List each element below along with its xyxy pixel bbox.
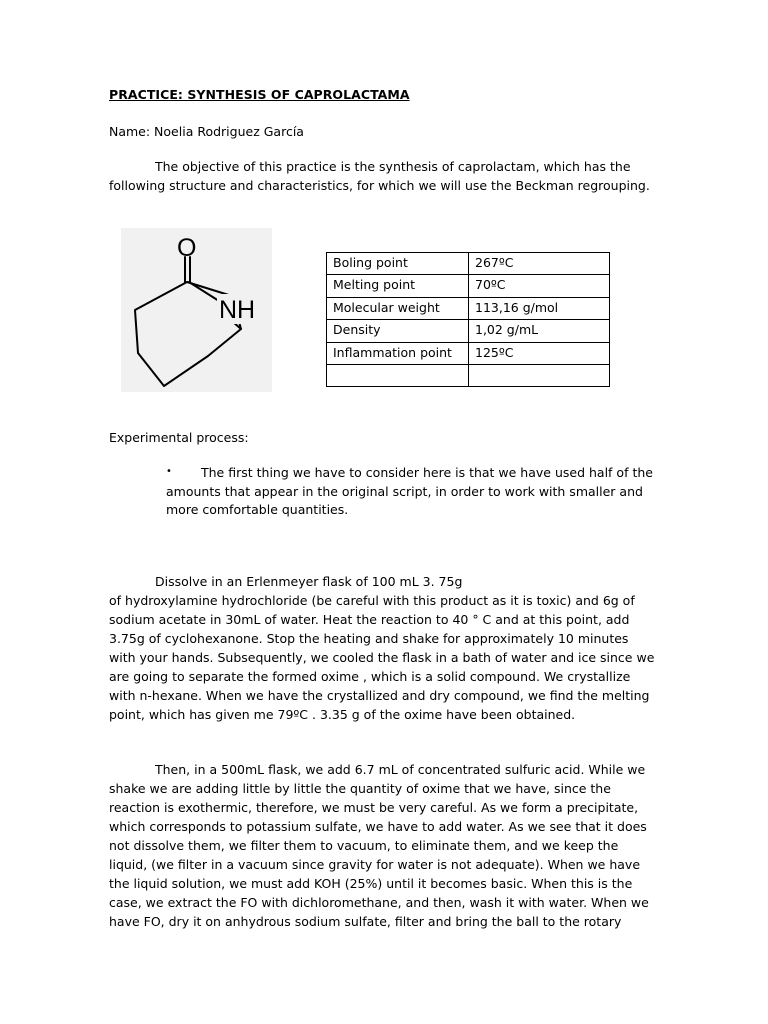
document-title: PRACTICE: SYNTHESIS OF CAPROLACTAMA: [109, 87, 410, 102]
table-row: [327, 320, 610, 342]
table-row: [327, 364, 610, 386]
property-label: Inflammation point: [327, 342, 469, 364]
property-value: 125ºC: [469, 342, 610, 364]
caprolactam-structure: [121, 228, 272, 392]
property-label: Boling point: [327, 253, 469, 275]
paragraph-line: Dissolve in an Erlenmeyer flask of 100 mL 3. 75g: [155, 574, 463, 589]
property-value: 1,02 g/mL: [469, 320, 610, 342]
property-value: 267ºC: [469, 253, 610, 275]
bullet-line: more comfortable quantities.: [166, 502, 349, 517]
paragraph-line: are going to separate the formed oxime , which is a solid compound. We crystallize: [109, 669, 631, 684]
intro-paragraph: [109, 157, 664, 195]
property-value: [469, 364, 610, 386]
properties-table: [326, 252, 610, 387]
paragraph-line: point, which has given me 79ºC . 3.35 g of the oxime have been obtained.: [109, 707, 576, 722]
paragraph-line: not dissolve them, we filter them to vacuum, to eliminate them, and we keep the: [109, 838, 619, 853]
caprolactam-structure-drawing: [121, 228, 272, 392]
table-row: [327, 253, 610, 275]
paragraph-line: liquid, (we filter in a vacuum since gravity for water is not adequate). When we have: [109, 857, 641, 872]
property-value: 70ºC: [469, 275, 610, 297]
property-label: Molecular weight: [327, 297, 469, 319]
table-row: [327, 342, 610, 364]
intro-line: following structure and characteristics, for which we will use the Beckman regrouping.: [109, 178, 650, 193]
paragraph-line: the liquid solution, we must add KOH (25%) until it becomes basic. When this is the: [109, 876, 633, 891]
paragraph-line: with n-hexane. When we have the crystallized and dry compound, we find the melting: [109, 688, 650, 703]
bullet-line: amounts that appear in the original script, in order to work with smaller and: [166, 483, 643, 499]
procedure-paragraph-2: [109, 760, 664, 931]
paragraph-line: 3.75g of cyclohexanone. Stop the heating and shake for approximately 10 minutes: [109, 631, 629, 646]
paragraph-line: of hydroxylamine hydrochloride (be careful with this product as it is toxic) and 6g of: [109, 593, 635, 608]
intro-line: The objective of this practice is the synthesis of caprolactam, which has the: [155, 159, 631, 174]
property-label: Density: [327, 320, 469, 342]
paragraph-line: with your hands. Subsequently, we cooled the flask in a bath of water and ice since we: [109, 650, 655, 665]
property-label: [327, 364, 469, 386]
paragraph-line: have FO, dry it on anhydrous sodium sulfate, filter and bring the ball to the rotary: [109, 914, 622, 929]
section-heading: Experimental process:: [109, 430, 249, 445]
bullet-line: The first thing we have to consider here is that we have used half of the: [201, 465, 653, 480]
paragraph-line: reaction is exothermic, therefore, we must be very careful. As we form a precipitate,: [109, 800, 639, 815]
nh-atom-label: NH: [219, 296, 256, 324]
paragraph-line: case, we extract the FO with dichloromethane, and then, wash it with water. When we: [109, 895, 649, 910]
table-row: [327, 275, 610, 297]
table-row: [327, 297, 610, 319]
author-line: Name: Noelia Rodriguez García: [109, 124, 304, 139]
property-label: Melting point: [327, 275, 469, 297]
paragraph-line: which corresponds to potassium sulfate, we have to add water. As we see that it does: [109, 819, 647, 834]
bullet-icon: •: [166, 466, 172, 477]
oxygen-atom-label: O: [177, 234, 197, 262]
procedure-paragraph-1: [109, 572, 664, 724]
property-value: 113,16 g/mol: [469, 297, 610, 319]
paragraph-line: shake we are adding little by little the quantity of oxime that we have, since the: [109, 781, 611, 796]
paragraph-line: sodium acetate in 30mL of water. Heat the reaction to 40 ° C and at this point, add: [109, 612, 630, 627]
bullet-item: [166, 464, 666, 520]
paragraph-line: Then, in a 500mL flask, we add 6.7 mL of concentrated sulfuric acid. While we: [155, 762, 646, 777]
